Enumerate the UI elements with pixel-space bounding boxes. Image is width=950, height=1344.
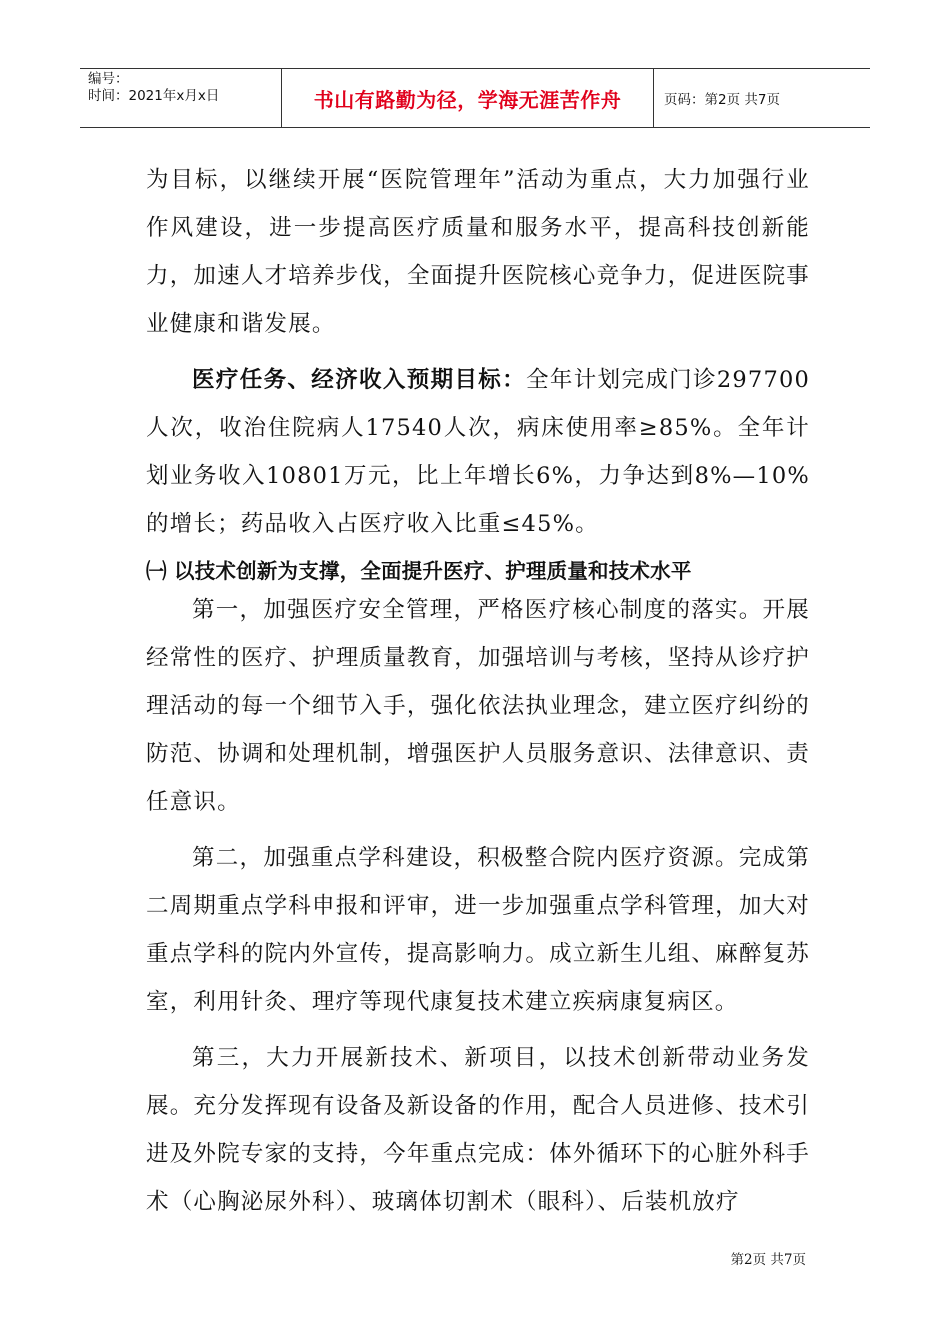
header-motto: 书山有路勤为径，学海无涯苦作舟 <box>282 69 654 127</box>
page-header <box>80 68 870 128</box>
section-heading: ㈠ 以技术创新为支撑，全面提升医疗、护理质量和技术水平 <box>146 559 692 583</box>
targets-text: 全年计划完成门诊297700人次，收治住院病人17540人次，病床使用率≥85%。全年计划业务收入10801万元，比上年增长6%，力争达到8%—10%的增长；药品收入占医疗收入比重≤45%。 <box>146 367 810 537</box>
paragraph-second: 第二，加强重点学科建设，积极整合院内医疗资源。完成第二周期重点学科申报和评审，进一步加强重点学科管理，加大对重点学科的院内外宣传，提高影响力。成立新生儿组、麻醉复苏室，利用针灸、理疗等现代康复技术建立疾病康复病区。 <box>146 845 810 1015</box>
document-body <box>146 156 810 1226</box>
header-page-number: 页码：第2页 共7页 <box>664 92 780 108</box>
header-meta <box>80 69 282 127</box>
document-number-label: 编号： <box>88 71 129 87</box>
targets-heading: 医疗任务、经济收入预期目标： <box>192 367 527 393</box>
paragraph-first: 第一，加强医疗安全管理，严格医疗核心制度的落实。开展经常性的医疗、护理质量教育，加强培训与考核，坚持从诊疗护理活动的每一个细节入手，强化依法执业理念，建立医疗纠纷的防范、协调和处理机制，增强医护人员服务意识、法律意识、责任意识。 <box>146 597 810 815</box>
paragraph-goals: 为目标，以继续开展“医院管理年”活动为重点，大力加强行业作风建设，进一步提高医疗质量和服务水平，提高科技创新能力，加速人才培养步伐，全面提升医院核心竞争力，促进医院事业健康和谐发展。 <box>146 167 810 337</box>
document-date-label: 时间：2021年x月x日 <box>88 88 220 104</box>
paragraph-targets <box>146 356 810 548</box>
page-footer: 第2页 共7页 <box>730 1252 806 1268</box>
paragraph-third: 第三，大力开展新技术、新项目，以技术创新带动业务发展。充分发挥现有设备及新设备的作用，配合人员进修、技术引进及外院专家的支持，今年重点完成：体外循环下的心脏外科手术（心胸泌尿外科）、玻璃体切割术（眼科）、后装机放疗 <box>146 1045 810 1215</box>
